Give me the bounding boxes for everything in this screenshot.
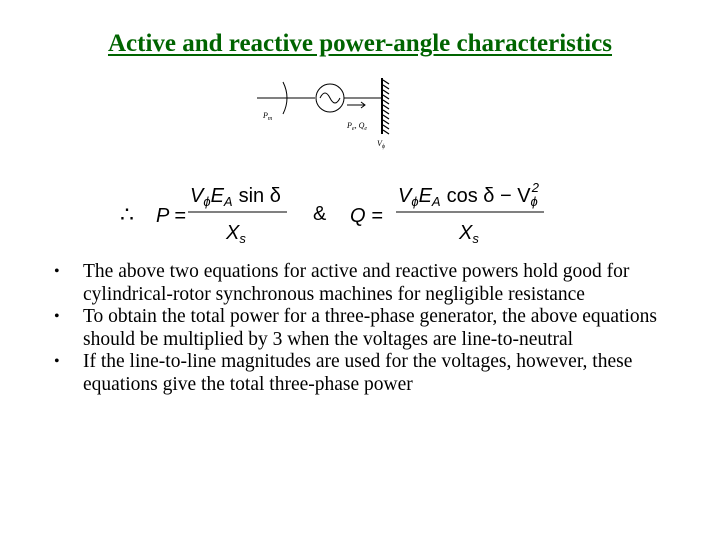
bullet-list (52, 261, 672, 396)
bullet-item (52, 306, 672, 351)
svg-text:Xs (458, 222, 479, 246)
generator-bus-diagram (255, 78, 405, 150)
label-pm: P (263, 111, 268, 120)
q-num-v2-sub: ϕ (530, 194, 538, 209)
bullet-text: The above two equations for active and reactive powers hold good for cylindrical-rotor synchronous machines for negligible resistance (83, 261, 630, 305)
svg-text:VϕEAcos δ − Vϕ2 (398, 180, 540, 209)
bullet-text: To obtain the total power for a three-phase generator, the above equations should be multiplied by 3 when the voltages are line-to-neutral (83, 306, 657, 350)
power-equations (110, 175, 560, 250)
q-num-v2-sup: 2 (531, 180, 540, 195)
therefore-symbol: ∴ (120, 202, 134, 227)
label-v: V (377, 139, 382, 148)
q-num-func: cos δ − V (446, 185, 531, 207)
q-num-v: V (398, 185, 412, 207)
p-num-v-sub: ϕ (203, 194, 211, 209)
slide-title: Active and reactive power-angle characteristics (107, 30, 612, 57)
p-den-x: X (226, 222, 240, 244)
label-pe: P (347, 121, 352, 130)
ampersand: & (313, 203, 327, 225)
bullet-marker: • (54, 263, 60, 280)
label-v-sub: ϕ (381, 144, 385, 150)
p-lhs: P = (156, 205, 186, 227)
q-num-e-sub: A (431, 194, 441, 209)
bullet-marker: • (54, 308, 60, 325)
label-pm-sub: m (267, 116, 273, 122)
p-den-sub: s (239, 231, 246, 246)
svg-text:Vϕ (377, 139, 385, 150)
bullet-text: If the line-to-line magnitudes are used for the voltages, however, these equations give the total three-phase power (83, 351, 633, 395)
label-q-sub: e (364, 126, 368, 132)
q-den-sub: s (472, 231, 479, 246)
p-num-func: sin δ (238, 185, 281, 207)
svg-text:Xs (225, 222, 246, 246)
label-q: Q (358, 121, 365, 130)
q-den-x: X (459, 222, 473, 244)
q-num-v-sub: ϕ (411, 194, 419, 209)
ac-source-icon (316, 84, 344, 112)
bullet-item (52, 261, 672, 306)
bullet-marker: • (54, 353, 60, 370)
svg-text:Pe, Qe: $P_e$, $Q_e$ (347, 121, 368, 132)
p-num-e-sub: A (223, 194, 233, 209)
svg-text:Pm (262, 111, 273, 122)
q-lhs: Q = (350, 205, 383, 227)
label-pe-sub: e (351, 126, 355, 132)
p-num-e: E (210, 185, 224, 207)
bus-hatching (383, 80, 389, 134)
bullet-item (52, 351, 672, 396)
q-num-e: E (418, 185, 432, 207)
svg-text:VϕEAsin δ (190, 185, 281, 209)
p-num-v: V (190, 185, 204, 207)
